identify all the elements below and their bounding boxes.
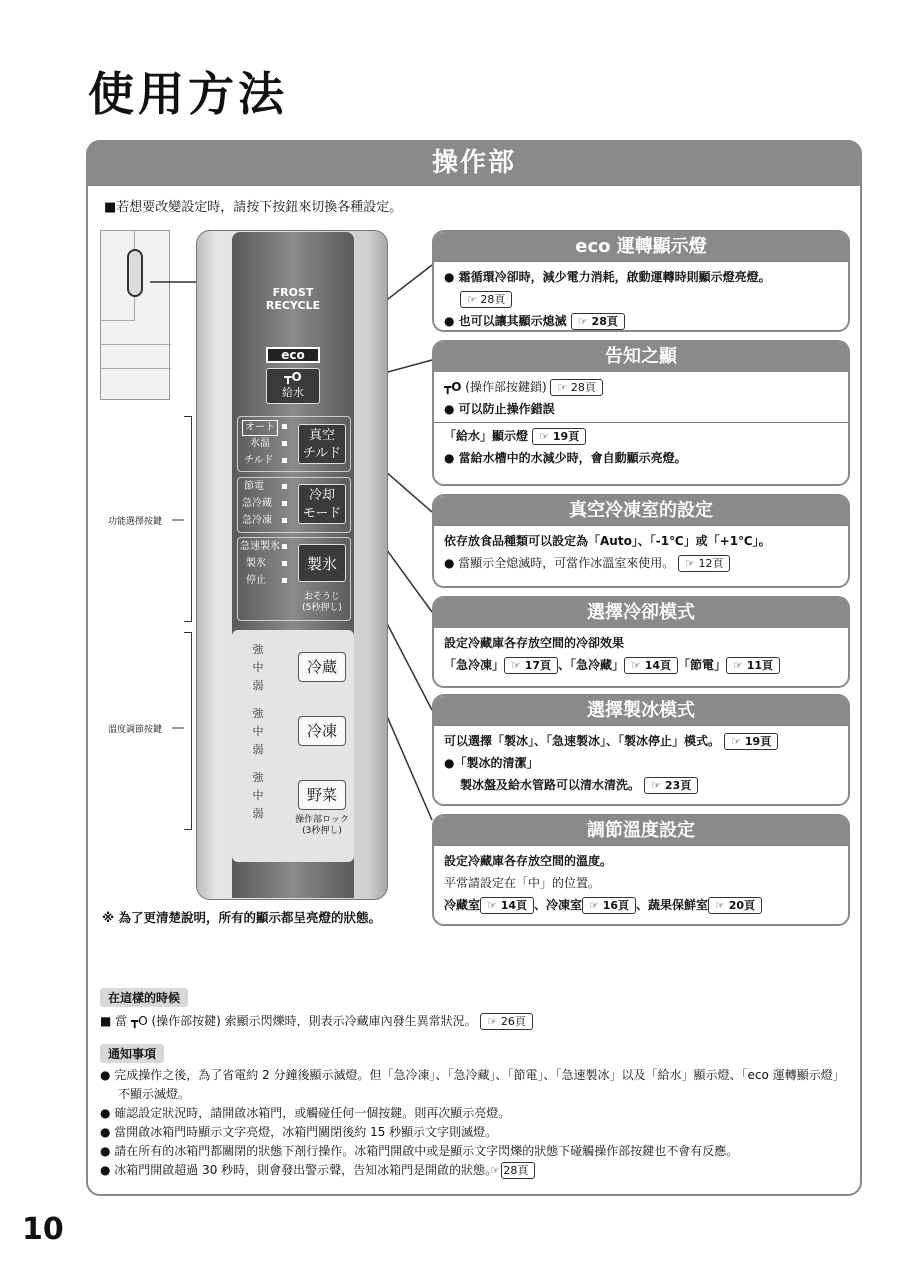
page-number: 10	[22, 1212, 64, 1247]
page-ref[interactable]: ☞ 14頁	[624, 657, 678, 674]
callout-cooling: 選擇冷卻模式 設定冷藏庫各存放空間的冷卻效果 「急冷凍」 ☞ 17頁 、「急冷藏」 ☞ 14頁 「節電」 ☞ 11頁	[432, 596, 850, 688]
notify-item: ● 當開啟冰箱門時顯示文字亮燈，冰箱門關閉後約 15 秒顯示文字則滅燈。	[100, 1125, 498, 1139]
callout-ice: 選擇製冰模式 可以選擇「製冰」、「急速製冰」、「製冰停止」模式。 ☞ 19頁 ●「製冰的清潔」 製冰盤及給水管路可以清水清洗。 ☞ 23頁	[432, 694, 850, 806]
led	[282, 441, 287, 446]
page-ref[interactable]: ☞ 11頁	[726, 657, 780, 674]
page-ref[interactable]: ☞ 19頁	[724, 733, 778, 750]
page-ref[interactable]: ☞ 16頁	[582, 897, 636, 914]
callout-temperature: 調節溫度設定 設定冷藏庫各存放空間的溫度。 平常請設定在「中」的位置。 冷藏室 ☞ 14頁 、冷凍室 ☞ 16頁 、蔬果保鮮室 ☞ 20頁	[432, 814, 850, 926]
page-ref[interactable]: ☞ 26頁	[480, 1013, 532, 1030]
lock-note: 操作部ロック (3秒押し)	[295, 815, 349, 836]
vacuum-chilled-button[interactable]: 真空 チルド	[298, 424, 346, 464]
freezer-temp-button[interactable]: 冷凍	[298, 716, 346, 746]
display-footnote: ※ 為了更清楚說明，所有的顯示都呈亮燈的狀態。	[102, 910, 382, 925]
notify-item: ● 完成操作之後，為了省電約 2 分鐘後顯示滅燈。但「急冷凍」、「急冷藏」、「節電」、「急速製冰」以及「給水」顯示燈、「eco 運轉顯示燈」不顯示滅燈。	[100, 1068, 845, 1101]
page-ref[interactable]: ☞ 28頁	[571, 313, 625, 330]
led	[282, 458, 287, 463]
ice-button[interactable]: 製氷	[298, 544, 346, 582]
page-ref[interactable]: ☞ 12頁	[678, 555, 730, 572]
page-ref[interactable]: ☞ 14頁	[480, 897, 534, 914]
eco-indicator: eco	[266, 347, 320, 363]
page-ref[interactable]: ☞ 28頁	[501, 1162, 535, 1179]
led	[282, 501, 287, 506]
water-button[interactable]: ┳O 給水	[266, 368, 320, 404]
page-ref[interactable]: ☞ 28頁	[550, 379, 602, 396]
callout-notice: 告知之顯 ┳O (操作部按鍵鎖) ☞ 28頁 ● 可以防止操作錯誤 「給水」顯示燈 ☞ 19頁 ● 當給水槽中的水減少時，會自動顯示亮燈。	[432, 340, 850, 486]
led	[282, 561, 287, 566]
page-ref[interactable]: ☞ 17頁	[504, 657, 558, 674]
key-lock-icon: ┳O	[284, 370, 302, 384]
page-ref[interactable]: ☞ 19頁	[532, 428, 586, 445]
when-tag: 在這樣的時候	[100, 988, 188, 1007]
key-lock-icon: ┳O	[444, 380, 462, 394]
page-ref[interactable]: ☞ 28頁	[460, 291, 512, 308]
section-title: 操作部	[86, 140, 862, 186]
ice-clean-note: おそうじ (5秒押し)	[302, 592, 342, 613]
led	[282, 484, 287, 489]
led	[282, 518, 287, 523]
page-title: 使用方法	[88, 67, 288, 121]
page-ref[interactable]: ☞ 23頁	[644, 777, 698, 794]
function-bracket	[184, 416, 192, 622]
notify-item: ● 冰箱門開啟超過 30 秒時，則會發出警示聲，告知冰箱門是開啟的狀態。 ☞ 28頁	[100, 1161, 852, 1180]
notify-item: ● 確認設定狀況時，請開啟冰箱門，或觸碰任何一個按鍵。則再次顯示亮燈。	[100, 1106, 511, 1120]
fridge-temp-button[interactable]: 冷蔵	[298, 652, 346, 682]
notify-list	[100, 1066, 852, 1180]
intro-text: ■若想要改變設定時，請按下按鈕來切換各種設定。	[104, 200, 403, 215]
temp-bracket	[184, 632, 192, 830]
callout-eco: eco 運轉顯示燈 ● 霜循環冷卻時，減少電力消耗，啟動運轉時則顯示燈亮燈。 ☞ 28頁 ● 也可以讓其顯示熄滅 ☞ 28頁	[432, 230, 850, 332]
function-keys-label: 功能選擇按鍵	[108, 517, 163, 527]
page-ref[interactable]: ☞ 20頁	[708, 897, 762, 914]
callout-vacuum: 真空冷凍室的設定 依存放食品種類可以設定為「Auto」、「-1℃」或「+1℃」。 ● 當顯示全熄滅時，可當作冰溫室來使用。 ☞ 12頁	[432, 494, 850, 588]
frost-recycle-logo: FROST RECYCLE	[265, 286, 321, 312]
led	[282, 544, 287, 549]
led	[282, 424, 287, 429]
notify-tag: 通知事項	[100, 1044, 164, 1063]
vegetable-temp-button[interactable]: 野菜	[298, 780, 346, 810]
led	[282, 578, 287, 583]
when-text: ■ 當 ┳O (操作部按鍵) 索顯示閃爍時，則表示冷藏庫內發生異常狀況。 ☞ 26頁	[100, 1012, 852, 1031]
temp-keys-label: 溫度調節按鍵	[108, 725, 163, 735]
notify-item: ● 請在所有的冰箱門都關閉的狀態下剤行操作。冰箱門開啟中或是顯示文字閃爍的狀態下碰觸操作部按鍵也不會有反應。	[100, 1144, 739, 1158]
cooling-mode-button[interactable]: 冷却 モード	[298, 484, 346, 524]
